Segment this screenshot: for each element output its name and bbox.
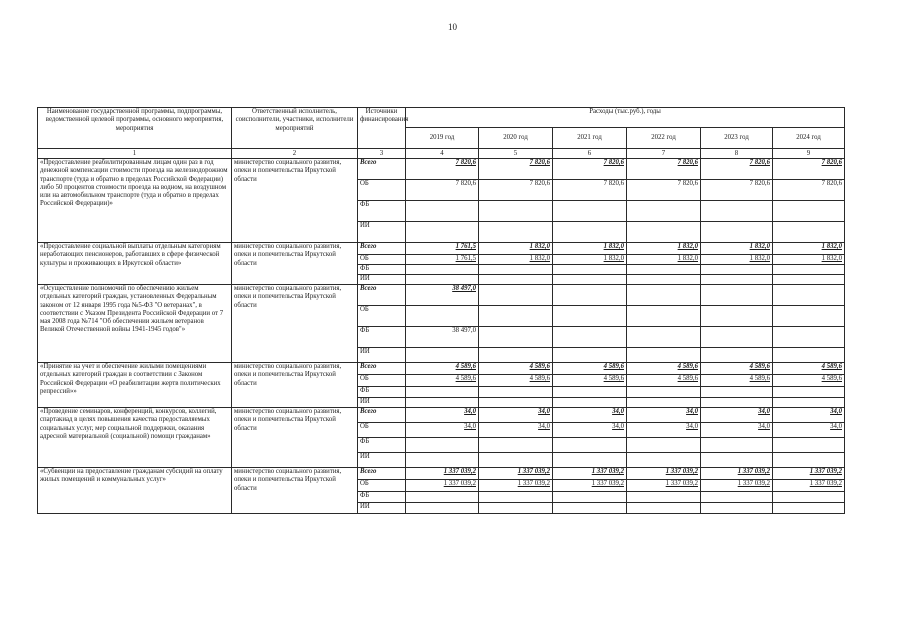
- expense-value-cell: 34,0: [479, 423, 553, 438]
- funding-source-cell: ИИ: [358, 222, 406, 243]
- funding-source-cell: ОБ: [358, 375, 406, 387]
- header-year: 2023 год: [701, 127, 773, 148]
- expense-value-cell: 4 589,6: [701, 363, 773, 375]
- funding-source-cell: ФБ: [358, 265, 406, 275]
- expense-value-cell: [773, 275, 845, 285]
- table-row: [38, 408, 845, 423]
- expense-value-cell: 38 497,0: [406, 285, 479, 306]
- expense-value-cell: 1 761,5: [406, 255, 479, 265]
- header-row: [38, 108, 845, 128]
- table-row: [38, 468, 845, 480]
- program-name-cell: «Субвенции на предоставление гражданам субсидий на оплату жилых помещений и коммунальных услуг»: [38, 468, 232, 514]
- expense-value-cell: [406, 492, 479, 503]
- executor-cell: министерство социального развития, опеки и попечительства Иркутской области: [232, 159, 358, 243]
- expense-value-cell: 1 337 039,2: [627, 480, 701, 492]
- expense-value-cell: [627, 492, 701, 503]
- expense-value-cell: 7 820,6: [479, 180, 553, 201]
- expense-value-cell: [553, 265, 627, 275]
- expense-value-cell: [773, 438, 845, 453]
- expense-value-cell: 7 820,6: [406, 180, 479, 201]
- expense-value-cell: 4 589,6: [479, 375, 553, 387]
- expense-value-cell: [701, 503, 773, 514]
- page-number: 10: [448, 22, 457, 32]
- expense-value-cell: [627, 201, 701, 222]
- expense-value-cell: 7 820,6: [773, 159, 845, 180]
- expense-value-cell: [553, 503, 627, 514]
- executor-cell: министерство социального развития, опеки и попечительства Иркутской области: [232, 243, 358, 285]
- expense-value-cell: 34,0: [553, 408, 627, 423]
- expense-value-cell: [553, 222, 627, 243]
- expense-value-cell: 7 820,6: [627, 159, 701, 180]
- expense-value-cell: [701, 453, 773, 468]
- expense-value-cell: 1 337 039,2: [406, 468, 479, 480]
- expense-value-cell: 1 337 039,2: [627, 468, 701, 480]
- expense-value-cell: 1 337 039,2: [701, 468, 773, 480]
- expense-value-cell: [479, 222, 553, 243]
- program-name-cell: «Проведение семинаров, конференций, конкурсов, коллегий, спартакиад в целях повышения качества предоставляемых социальных услуг, мер социальной поддержки, оказания адресной материальной (социальной) помощи гражданам»: [38, 408, 232, 468]
- expense-value-cell: [479, 492, 553, 503]
- expense-value-cell: [627, 453, 701, 468]
- expense-value-cell: [553, 327, 627, 348]
- funding-source-cell: Всего: [358, 159, 406, 180]
- expense-value-cell: [406, 398, 479, 408]
- expense-value-cell: 4 589,6: [701, 375, 773, 387]
- expense-value-cell: [701, 327, 773, 348]
- funding-source-cell: ФБ: [358, 327, 406, 348]
- expense-value-cell: 34,0: [701, 423, 773, 438]
- expense-value-cell: [773, 201, 845, 222]
- expense-value-cell: [553, 348, 627, 363]
- expense-value-cell: 34,0: [773, 408, 845, 423]
- program-name-cell: «Предоставление реабилитированным лицам один раз в год денежной компенсации стоимости проезда на железнодорожном транспорте (туда и обратно в пределах Российской Федерации) либо 50 процентов стоимости проезда на водном, на воздушном или на автомобильном транспорте (туда и обратно в пределах Российской Федерации)»: [38, 159, 232, 243]
- expense-value-cell: [627, 387, 701, 398]
- expense-value-cell: [773, 387, 845, 398]
- funding-source-cell: ФБ: [358, 492, 406, 503]
- expense-value-cell: [553, 201, 627, 222]
- expense-value-cell: [406, 222, 479, 243]
- column-number: 9: [773, 149, 845, 159]
- expense-value-cell: [553, 453, 627, 468]
- header-year: 2020 год: [479, 127, 553, 148]
- expense-value-cell: [627, 275, 701, 285]
- budget-table: [37, 107, 845, 514]
- column-number: 4: [406, 149, 479, 159]
- header-year: 2019 год: [406, 127, 479, 148]
- column-number: 2: [232, 149, 358, 159]
- program-name-cell: «Принятие на учет и обеспечение жилыми помещениями отдельных категорий граждан в соответствии с Законом Российской Федерации «О реабилитации жертв политических репрессий»»: [38, 363, 232, 408]
- header-year: 2022 год: [627, 127, 701, 148]
- expense-value-cell: [553, 438, 627, 453]
- header-funding-source: Источники финансирования: [358, 108, 406, 149]
- expense-value-cell: [479, 453, 553, 468]
- funding-source-cell: ИИ: [358, 398, 406, 408]
- funding-source-cell: ИИ: [358, 503, 406, 514]
- expense-value-cell: [627, 327, 701, 348]
- expense-value-cell: 34,0: [773, 423, 845, 438]
- expense-value-cell: [406, 438, 479, 453]
- expense-value-cell: [773, 453, 845, 468]
- funding-source-cell: ИИ: [358, 275, 406, 285]
- expense-value-cell: 4 589,6: [479, 363, 553, 375]
- expense-value-cell: 1 337 039,2: [406, 480, 479, 492]
- expense-value-cell: 1 832,0: [773, 255, 845, 265]
- expense-value-cell: [479, 201, 553, 222]
- expense-value-cell: [479, 398, 553, 408]
- expense-value-cell: [406, 387, 479, 398]
- executor-cell: министерство социального развития, опеки и попечительства Иркутской области: [232, 408, 358, 468]
- funding-source-cell: ОБ: [358, 480, 406, 492]
- expense-value-cell: 1 761,5: [406, 243, 479, 255]
- expense-value-cell: [406, 453, 479, 468]
- expense-value-cell: [773, 503, 845, 514]
- expense-value-cell: 1 832,0: [627, 255, 701, 265]
- header-executor: Ответственный исполнитель, соисполнители, участники, исполнители мероприятий: [232, 108, 358, 149]
- expense-value-cell: [406, 275, 479, 285]
- expense-value-cell: [773, 285, 845, 306]
- expense-value-cell: 4 589,6: [627, 375, 701, 387]
- expense-value-cell: 34,0: [627, 408, 701, 423]
- expense-value-cell: 4 589,6: [406, 375, 479, 387]
- header-program-name: Наименование государственной программы, подпрограммы, ведомственной целевой программы, основного мероприятия, мероприятия: [38, 108, 232, 149]
- expense-value-cell: [701, 306, 773, 327]
- expense-value-cell: 34,0: [701, 408, 773, 423]
- expense-value-cell: [553, 492, 627, 503]
- expense-value-cell: [701, 398, 773, 408]
- expense-value-cell: 7 820,6: [627, 180, 701, 201]
- expense-value-cell: [701, 492, 773, 503]
- executor-cell: министерство социального развития, опеки и попечительства Иркутской области: [232, 363, 358, 408]
- column-number: 7: [627, 149, 701, 159]
- expense-value-cell: [627, 398, 701, 408]
- expense-value-cell: [479, 275, 553, 285]
- expense-value-cell: 4 589,6: [553, 363, 627, 375]
- expense-value-cell: [627, 265, 701, 275]
- expense-value-cell: [553, 306, 627, 327]
- funding-source-cell: ОБ: [358, 180, 406, 201]
- column-number: 6: [553, 149, 627, 159]
- expense-value-cell: 7 820,6: [479, 159, 553, 180]
- expense-value-cell: 1 832,0: [479, 255, 553, 265]
- expense-value-cell: [627, 503, 701, 514]
- expense-value-cell: 4 589,6: [627, 363, 701, 375]
- expense-value-cell: 4 589,6: [773, 375, 845, 387]
- funding-source-cell: Всего: [358, 285, 406, 306]
- table-row: [38, 363, 845, 375]
- executor-cell: министерство социального развития, опеки и попечительства Иркутской области: [232, 468, 358, 514]
- expense-value-cell: 34,0: [627, 423, 701, 438]
- column-number: 3: [358, 149, 406, 159]
- expense-value-cell: 7 820,6: [406, 159, 479, 180]
- expense-value-cell: [553, 398, 627, 408]
- expense-value-cell: [406, 265, 479, 275]
- expense-value-cell: [701, 348, 773, 363]
- expense-value-cell: 1 337 039,2: [479, 480, 553, 492]
- expense-value-cell: 1 832,0: [773, 243, 845, 255]
- expense-value-cell: 1 832,0: [553, 243, 627, 255]
- expense-value-cell: [701, 438, 773, 453]
- table-row: [38, 159, 845, 180]
- expense-value-cell: 1 832,0: [479, 243, 553, 255]
- expense-value-cell: [773, 327, 845, 348]
- expense-value-cell: [773, 265, 845, 275]
- expense-value-cell: [701, 201, 773, 222]
- program-name-cell: «Осуществление полномочий по обеспечению жильем отдельных категорий граждан, установленных Федеральным законом от 12 января 1995 года №5-ФЗ "О ветеранах", в соответствии с Указом Президента Российской Федерации от 7 мая 2008 года №714 "Об обеспечении жильем ветеранов Великой Отечественной войны 1941-1945 годов"»: [38, 285, 232, 363]
- funding-source-cell: ФБ: [358, 438, 406, 453]
- expense-value-cell: [701, 275, 773, 285]
- expense-value-cell: [553, 387, 627, 398]
- funding-source-cell: ИИ: [358, 348, 406, 363]
- expense-value-cell: [479, 327, 553, 348]
- funding-source-cell: ОБ: [358, 306, 406, 327]
- expense-value-cell: 4 589,6: [406, 363, 479, 375]
- expense-value-cell: [627, 348, 701, 363]
- expense-value-cell: 1 337 039,2: [553, 468, 627, 480]
- expense-value-cell: 1 832,0: [627, 243, 701, 255]
- table-row: [38, 285, 845, 306]
- expense-value-cell: 1 832,0: [701, 243, 773, 255]
- column-number: 8: [701, 149, 773, 159]
- expense-value-cell: [627, 306, 701, 327]
- expense-value-cell: 1 337 039,2: [773, 468, 845, 480]
- expense-value-cell: 38 497,0: [406, 327, 479, 348]
- header-expenses: Расходы (тыс.руб.), годы: [406, 108, 845, 128]
- expense-value-cell: [773, 348, 845, 363]
- expense-value-cell: 7 820,6: [701, 180, 773, 201]
- expense-value-cell: 1 337 039,2: [773, 480, 845, 492]
- expense-value-cell: [406, 306, 479, 327]
- expense-value-cell: [773, 222, 845, 243]
- expense-value-cell: [479, 387, 553, 398]
- expense-value-cell: 34,0: [553, 423, 627, 438]
- funding-source-cell: ФБ: [358, 201, 406, 222]
- expense-value-cell: [627, 222, 701, 243]
- expense-value-cell: 4 589,6: [553, 375, 627, 387]
- expense-value-cell: 1 832,0: [553, 255, 627, 265]
- expense-value-cell: [406, 348, 479, 363]
- expense-value-cell: [479, 438, 553, 453]
- column-number: 5: [479, 149, 553, 159]
- expense-value-cell: 1 337 039,2: [701, 480, 773, 492]
- expense-value-cell: [406, 503, 479, 514]
- expense-value-cell: [773, 398, 845, 408]
- header-year: 2021 год: [553, 127, 627, 148]
- expense-value-cell: [479, 503, 553, 514]
- expense-value-cell: [479, 285, 553, 306]
- expense-value-cell: [773, 306, 845, 327]
- funding-source-cell: ОБ: [358, 255, 406, 265]
- expense-value-cell: [553, 285, 627, 306]
- expense-value-cell: [627, 438, 701, 453]
- expense-value-cell: 1 337 039,2: [479, 468, 553, 480]
- expense-value-cell: [701, 285, 773, 306]
- table-row: [38, 243, 845, 255]
- executor-cell: министерство социального развития, опеки и попечительства Иркутской области: [232, 285, 358, 363]
- expense-value-cell: [627, 285, 701, 306]
- expense-value-cell: 1 832,0: [701, 255, 773, 265]
- expense-value-cell: 34,0: [479, 408, 553, 423]
- funding-source-cell: Всего: [358, 363, 406, 375]
- expense-value-cell: 34,0: [406, 423, 479, 438]
- expense-value-cell: 7 820,6: [553, 159, 627, 180]
- funding-source-cell: Всего: [358, 468, 406, 480]
- column-number: 1: [38, 149, 232, 159]
- column-numbers-row: [38, 149, 845, 159]
- expense-value-cell: [553, 275, 627, 285]
- funding-source-cell: ИИ: [358, 453, 406, 468]
- expense-value-cell: [479, 348, 553, 363]
- expense-value-cell: 7 820,6: [701, 159, 773, 180]
- expense-value-cell: 7 820,6: [773, 180, 845, 201]
- expense-value-cell: 7 820,6: [553, 180, 627, 201]
- funding-source-cell: Всего: [358, 408, 406, 423]
- expense-value-cell: 4 589,6: [773, 363, 845, 375]
- expense-value-cell: 34,0: [406, 408, 479, 423]
- expense-value-cell: [701, 222, 773, 243]
- expense-value-cell: [479, 306, 553, 327]
- expense-value-cell: [406, 201, 479, 222]
- expense-value-cell: [773, 492, 845, 503]
- funding-source-cell: ОБ: [358, 423, 406, 438]
- header-year: 2024 год: [773, 127, 845, 148]
- funding-source-cell: Всего: [358, 243, 406, 255]
- expense-value-cell: 1 337 039,2: [553, 480, 627, 492]
- funding-source-cell: ФБ: [358, 387, 406, 398]
- program-name-cell: «Предоставление социальной выплаты отдельным категориям неработающих пенсионеров, работавших в сфере физической культуры и проживающих в Иркутской области»: [38, 243, 232, 285]
- expense-value-cell: [701, 265, 773, 275]
- expense-value-cell: [479, 265, 553, 275]
- expense-value-cell: [701, 387, 773, 398]
